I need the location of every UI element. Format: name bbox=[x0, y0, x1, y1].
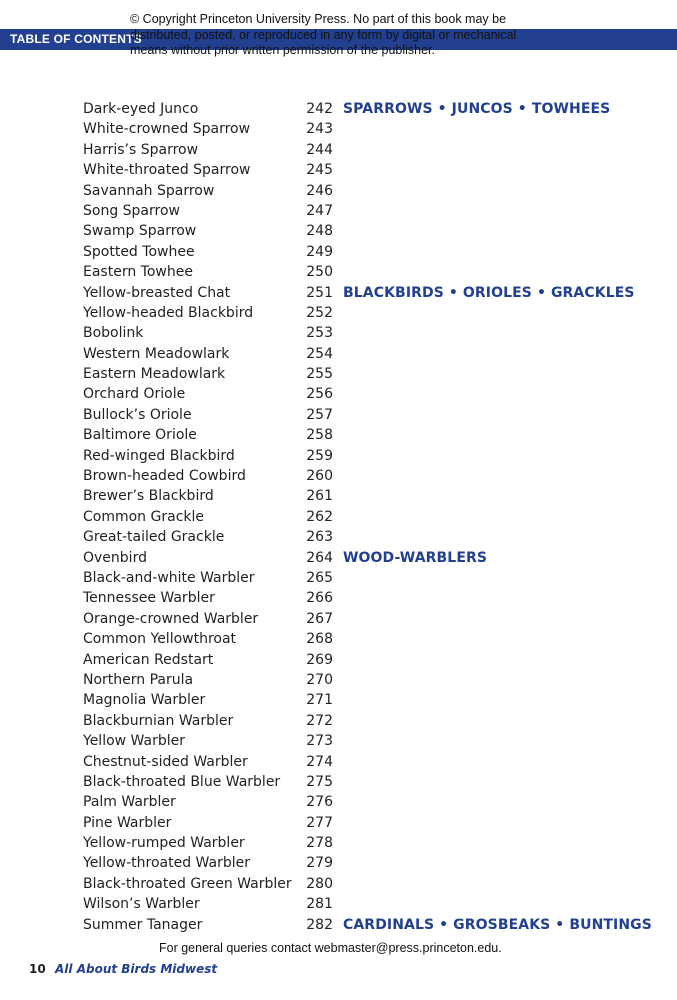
toc-entry-page: 265 bbox=[306, 569, 333, 586]
toc-entry-page: 255 bbox=[306, 366, 333, 383]
toc-entry-name: White-throated Sparrow bbox=[83, 162, 251, 179]
toc-row bbox=[83, 323, 623, 343]
toc-entry-name: Dark-eyed Junco bbox=[83, 101, 199, 117]
toc-row bbox=[83, 629, 623, 649]
toc-entry-name: Black-and-white Warbler bbox=[83, 569, 255, 586]
toc-entry-page: 278 bbox=[306, 835, 333, 852]
toc-entry-name: Northern Parula bbox=[83, 671, 194, 688]
toc-row bbox=[83, 527, 623, 547]
toc-section-heading: SPARROWS • JUNCOS • TOWHEES bbox=[343, 101, 611, 117]
toc-entry-name: Red-winged Blackbird bbox=[83, 447, 235, 464]
toc-entry-name: Blackburnian Warbler bbox=[83, 712, 234, 729]
footer-contact: For general queries contact webmaster@press.princeton.edu. bbox=[159, 941, 502, 955]
toc-entry-page: 253 bbox=[306, 325, 333, 342]
toc-entry-page: 243 bbox=[306, 121, 333, 138]
toc-entry-name: Yellow-breasted Chat bbox=[83, 284, 231, 301]
toc-entry-page: 259 bbox=[306, 447, 333, 464]
toc-section-heading: BLACKBIRDS • ORIOLES • GRACKLES bbox=[343, 284, 635, 301]
toc-row bbox=[83, 446, 623, 466]
toc-row bbox=[83, 201, 623, 221]
toc-entry-page: 276 bbox=[306, 794, 333, 811]
toc-entry-page: 277 bbox=[306, 814, 333, 831]
toc-entry-name: Black-throated Green Warbler bbox=[83, 875, 292, 892]
toc-entry-name: Baltimore Oriole bbox=[83, 427, 197, 444]
toc-row bbox=[83, 752, 623, 772]
toc-entry-page: 274 bbox=[306, 753, 333, 770]
toc-entry-name: Chestnut-sided Warbler bbox=[83, 753, 248, 770]
toc-row bbox=[83, 772, 623, 792]
toc-entry-name: Brown-headed Cowbird bbox=[83, 468, 246, 485]
toc-entry-page: 264 bbox=[306, 549, 333, 566]
toc-entry-name: Common Yellowthroat bbox=[83, 631, 237, 648]
toc-entry-page: 275 bbox=[306, 773, 333, 790]
toc-entry-name: White-crowned Sparrow bbox=[83, 121, 251, 138]
toc-entry-name: Black-throated Blue Warbler bbox=[83, 773, 281, 790]
toc-entry-page: 271 bbox=[306, 692, 333, 709]
toc-entry-name: Spotted Towhee bbox=[83, 243, 195, 260]
toc-entry-page: 244 bbox=[306, 141, 333, 158]
toc-entry-page: 257 bbox=[306, 406, 333, 423]
toc-row bbox=[83, 813, 623, 833]
toc-entry-page: 266 bbox=[306, 590, 333, 607]
toc-entry-name: Eastern Meadowlark bbox=[83, 366, 226, 383]
toc-entry-page: 247 bbox=[306, 202, 333, 219]
toc-row bbox=[83, 548, 623, 568]
toc-entry-name: American Redstart bbox=[83, 651, 214, 668]
toc-section-heading: CARDINALS • GROSBEAKS • BUNTINGS bbox=[343, 916, 652, 933]
toc-row bbox=[83, 262, 623, 282]
toc-entry-page: 263 bbox=[306, 529, 333, 546]
toc-entry-name: Savannah Sparrow bbox=[83, 182, 215, 199]
toc-row bbox=[83, 894, 623, 914]
toc-entry-page: 272 bbox=[306, 712, 333, 729]
toc-entry-page: 260 bbox=[306, 468, 333, 485]
toc-entry-page: 261 bbox=[306, 488, 333, 505]
toc-entry-page: 252 bbox=[306, 304, 333, 321]
toc-entry-name: Yellow-headed Blackbird bbox=[83, 304, 254, 321]
toc-row bbox=[83, 364, 623, 384]
toc-row bbox=[83, 609, 623, 629]
toc-row bbox=[83, 731, 623, 751]
toc-entry-name: Common Grackle bbox=[83, 508, 204, 525]
toc-row bbox=[83, 690, 623, 710]
toc-row bbox=[83, 466, 623, 486]
toc-row bbox=[83, 874, 623, 894]
toc-entry-name: Eastern Towhee bbox=[83, 264, 193, 281]
toc-entry-page: 269 bbox=[306, 651, 333, 668]
toc-row bbox=[83, 99, 623, 119]
toc-entry-page: 250 bbox=[306, 264, 333, 281]
toc-entry-name: Magnolia Warbler bbox=[83, 692, 206, 709]
toc-entry-page: 251 bbox=[306, 284, 333, 301]
toc-row bbox=[83, 915, 652, 935]
section-title: TABLE OF CONTENTS bbox=[10, 32, 142, 46]
toc-entry-page: 267 bbox=[306, 610, 333, 627]
toc-row bbox=[83, 405, 623, 425]
toc-entry-name: Palm Warbler bbox=[83, 794, 176, 811]
toc-entry-name: Western Meadowlark bbox=[83, 345, 230, 362]
toc-entry-name: Yellow-rumped Warbler bbox=[83, 835, 245, 852]
toc-row bbox=[83, 242, 623, 262]
toc-entry-page: 268 bbox=[306, 631, 333, 648]
toc-entry-name: Bullock’s Oriole bbox=[83, 406, 192, 423]
toc-row bbox=[83, 568, 623, 588]
toc-row bbox=[83, 853, 623, 873]
book-title: All About Birds Midwest bbox=[55, 962, 218, 976]
toc-entry-name: Tennessee Warbler bbox=[83, 590, 215, 607]
toc-row bbox=[83, 792, 623, 812]
toc-row bbox=[83, 303, 623, 323]
toc-entry-name: Ovenbird bbox=[83, 549, 147, 566]
toc-row bbox=[83, 119, 623, 139]
toc-row bbox=[83, 160, 623, 180]
toc-entry-name: Pine Warbler bbox=[83, 814, 172, 831]
page-number: 10 bbox=[29, 962, 46, 976]
toc-entry-page: 248 bbox=[306, 223, 333, 240]
toc-row bbox=[83, 140, 623, 160]
toc-entry-name: Yellow Warbler bbox=[83, 733, 185, 750]
toc-entry-page: 249 bbox=[306, 243, 333, 260]
toc-entry-name: Orange-crowned Warbler bbox=[83, 610, 259, 627]
toc-entry-page: 242 bbox=[306, 101, 333, 117]
toc-row bbox=[83, 344, 623, 364]
toc-row bbox=[83, 425, 623, 445]
toc-entry-name: Harris’s Sparrow bbox=[83, 141, 199, 158]
toc-entry-name: Summer Tanager bbox=[83, 916, 203, 933]
toc-entry-page: 254 bbox=[306, 345, 333, 362]
toc-entry-page: 273 bbox=[306, 733, 333, 750]
toc-entry-page: 256 bbox=[306, 386, 333, 403]
toc-list bbox=[83, 99, 652, 935]
toc-entry-name: Bobolink bbox=[83, 325, 144, 342]
toc-entry-page: 245 bbox=[306, 162, 333, 179]
toc-row bbox=[83, 711, 623, 731]
toc-row bbox=[83, 650, 623, 670]
toc-entry-page: 246 bbox=[306, 182, 333, 199]
toc-row bbox=[83, 181, 623, 201]
toc-entry-name: Song Sparrow bbox=[83, 202, 180, 219]
toc-entry-page: 279 bbox=[306, 855, 333, 872]
toc-row bbox=[83, 384, 623, 404]
toc-row bbox=[83, 833, 623, 853]
toc-entry-name: Swamp Sparrow bbox=[83, 223, 197, 240]
toc-row bbox=[83, 486, 623, 506]
toc-entry-name: Brewer’s Blackbird bbox=[83, 488, 214, 505]
toc-row bbox=[83, 507, 623, 527]
toc-entry-page: 281 bbox=[306, 896, 333, 913]
toc-entry-page: 280 bbox=[306, 875, 333, 892]
toc-entry-page: 258 bbox=[306, 427, 333, 444]
toc-row bbox=[83, 283, 635, 303]
copyright-notice: © Copyright Princeton University Press. No part of this book may be distributed, posted, or reproduced in any form by digital or mechanical means without prior written permission of the publisher. bbox=[130, 12, 517, 57]
toc-entry-page: 270 bbox=[306, 671, 333, 688]
toc-entry-name: Orchard Oriole bbox=[83, 386, 186, 403]
toc-entry-page: 262 bbox=[306, 508, 333, 525]
toc-entry-page: 282 bbox=[306, 916, 333, 933]
toc-row bbox=[83, 670, 623, 690]
toc-row bbox=[83, 221, 623, 241]
toc-entry-name: Great-tailed Grackle bbox=[83, 529, 225, 546]
toc-section-heading: WOOD-WARBLERS bbox=[343, 549, 488, 566]
toc-entry-name: Wilson’s Warbler bbox=[83, 896, 200, 913]
toc-row bbox=[83, 588, 623, 608]
toc-entry-name: Yellow-throated Warbler bbox=[83, 855, 250, 872]
